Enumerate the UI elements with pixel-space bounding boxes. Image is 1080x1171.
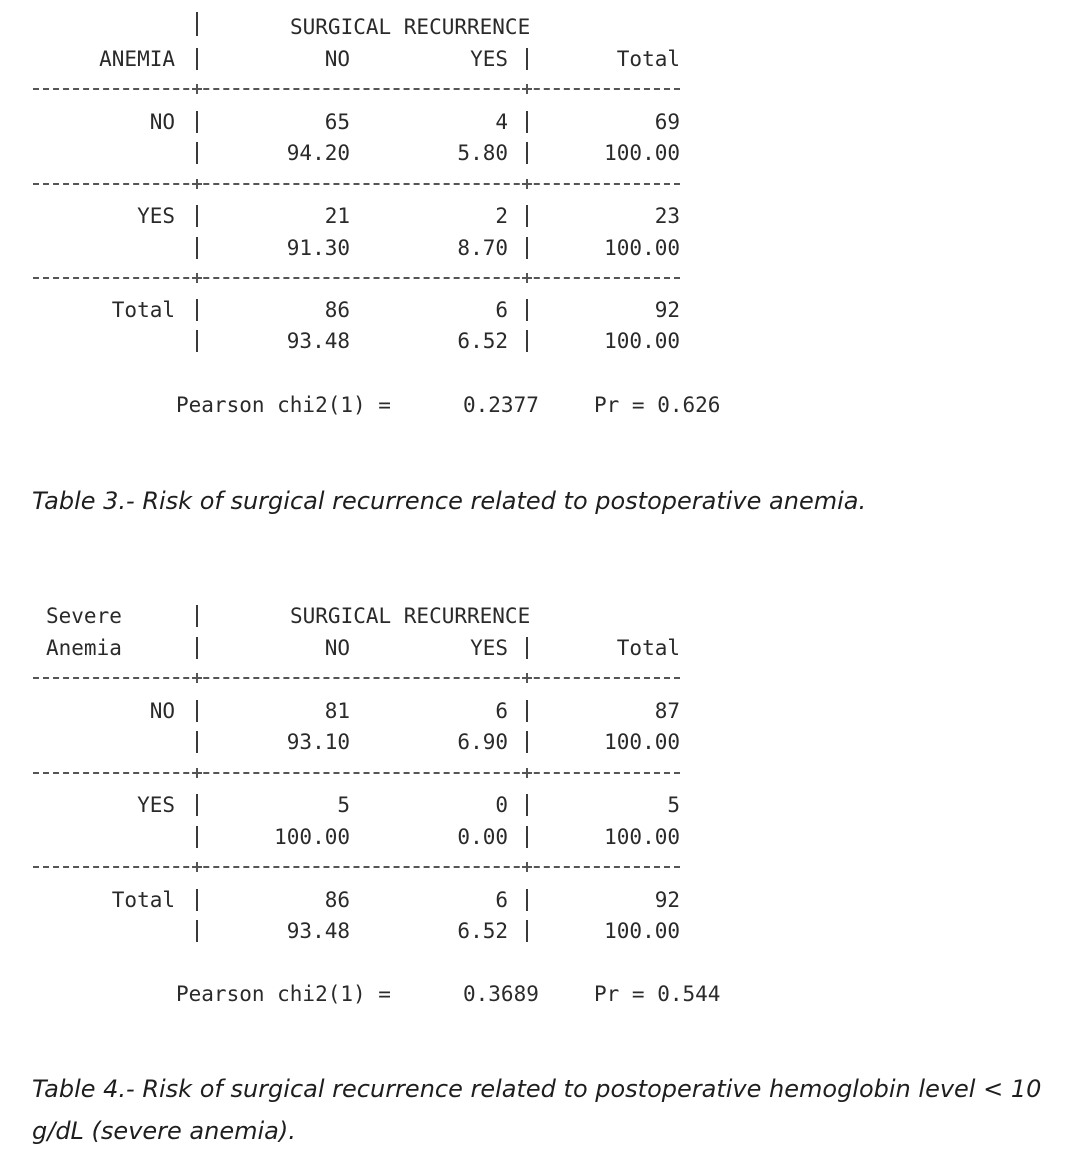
table3-cell: 6 — [495, 298, 508, 322]
table4-row-label-no: NO — [149, 699, 175, 723]
table4-separator — [526, 637, 528, 659]
table4-separator — [526, 889, 528, 911]
table3-rule-joint — [522, 179, 532, 189]
table3-cell: 69 — [654, 110, 680, 134]
table4-separator — [526, 700, 528, 722]
table4-stat-label: Pearson chi2(1) = — [176, 982, 391, 1006]
table4-row-variable-line2: Anemia — [46, 636, 122, 660]
table3-separator — [526, 299, 528, 321]
table4-col-no-header: NO — [324, 636, 350, 660]
table4-cell: 93.10 — [286, 730, 350, 754]
table4-rule-joint — [192, 862, 202, 872]
table4-separator — [196, 637, 198, 659]
table4-separator — [196, 731, 198, 753]
table3-cell: 86 — [324, 298, 350, 322]
table3-row-label-no: NO — [149, 110, 175, 134]
table4-rule — [33, 772, 680, 774]
table3-rule — [33, 88, 680, 90]
table3-stat-label: Pearson chi2(1) = — [176, 393, 391, 417]
table3-rule-joint — [192, 179, 202, 189]
table4-column-group-header: SURGICAL RECURRENCE — [290, 604, 531, 628]
table3-cell: 23 — [654, 204, 680, 228]
table3-cell: 92 — [654, 298, 680, 322]
table4-cell: 6 — [495, 888, 508, 912]
table4-cell: 100.00 — [604, 919, 680, 943]
table3-cell: 2 — [495, 204, 508, 228]
table4-cell: 0 — [495, 793, 508, 817]
table3-cell: 100.00 — [604, 236, 680, 260]
table3-col-yes-header: YES — [470, 47, 508, 71]
table3-separator — [196, 205, 198, 227]
table3-separator — [196, 12, 198, 36]
table4-separator — [196, 794, 198, 816]
table4-row-label-yes: YES — [137, 793, 175, 817]
table4-caption-line1: Table 4.- Risk of surgical recurrence related to postoperative hemoglobin level < 10 — [32, 1075, 1042, 1103]
table4-separator — [526, 826, 528, 848]
table4-cell: 87 — [654, 699, 680, 723]
table3-cell: 93.48 — [286, 329, 350, 353]
table4-cell: 0.00 — [457, 825, 508, 849]
table3-col-no-header: NO — [324, 47, 350, 71]
table4-separator — [196, 700, 198, 722]
table4-separator — [526, 794, 528, 816]
table4-col-yes-header: YES — [470, 636, 508, 660]
table4-separator — [196, 889, 198, 911]
table4-rule-joint — [522, 673, 532, 683]
table4-separator — [526, 920, 528, 942]
table3-cell: 4 — [495, 110, 508, 134]
table3-cell: 94.20 — [286, 141, 350, 165]
table4-row-label-total: Total — [111, 888, 175, 912]
table3-p-value: Pr = 0.626 — [594, 393, 721, 417]
table3-separator — [196, 142, 198, 164]
table3-cell: 21 — [324, 204, 350, 228]
table4-rule-joint — [192, 673, 202, 683]
table4-cell: 100.00 — [604, 730, 680, 754]
table3-separator — [196, 111, 198, 133]
table4-rule-joint — [522, 862, 532, 872]
table3-row-variable: ANEMIA — [99, 47, 175, 71]
table3-separator — [526, 48, 528, 70]
table4-cell: 81 — [324, 699, 350, 723]
table3-separator — [196, 237, 198, 259]
table4-stat-value: 0.3689 — [463, 982, 539, 1006]
table4-cell: 5 — [337, 793, 350, 817]
table3-separator — [526, 237, 528, 259]
table3-cell: 100.00 — [604, 141, 680, 165]
table3-cell: 6.52 — [457, 329, 508, 353]
table3-column-group-header: SURGICAL RECURRENCE — [290, 15, 531, 39]
table4-separator — [196, 920, 198, 942]
table4-cell: 6.52 — [457, 919, 508, 943]
table4-cell: 93.48 — [286, 919, 350, 943]
table4-cell: 100.00 — [604, 825, 680, 849]
table3-separator — [526, 142, 528, 164]
table3-cell: 91.30 — [286, 236, 350, 260]
table3-rule-joint — [192, 84, 202, 94]
table4-col-total-header: Total — [616, 636, 680, 660]
table4-caption-line2: g/dL (severe anemia). — [32, 1117, 296, 1145]
table4-rule-joint — [192, 768, 202, 778]
table3-cell: 8.70 — [457, 236, 508, 260]
table4-cell: 100.00 — [274, 825, 350, 849]
table3-separator — [196, 299, 198, 321]
table3-separator — [526, 205, 528, 227]
table4-cell: 6.90 — [457, 730, 508, 754]
table3-cell: 100.00 — [604, 329, 680, 353]
table3-rule-joint — [522, 273, 532, 283]
table4-rule — [33, 866, 680, 868]
table3-rule-joint — [192, 273, 202, 283]
table3-separator — [196, 48, 198, 70]
table3-cell: 5.80 — [457, 141, 508, 165]
table4-cell: 86 — [324, 888, 350, 912]
table3-stat-value: 0.2377 — [463, 393, 539, 417]
table3-rule-joint — [522, 84, 532, 94]
table4-cell: 6 — [495, 699, 508, 723]
table4-cell: 5 — [667, 793, 680, 817]
table3-row-label-yes: YES — [137, 204, 175, 228]
table3-caption: Table 3.- Risk of surgical recurrence related to postoperative anemia. — [32, 487, 867, 515]
table3-separator — [526, 330, 528, 352]
table3-separator — [196, 330, 198, 352]
table3-rule — [33, 183, 680, 185]
table4-separator — [196, 605, 198, 627]
table3-cell: 65 — [324, 110, 350, 134]
table3-separator — [526, 111, 528, 133]
table3-col-total-header: Total — [616, 47, 680, 71]
table4-p-value: Pr = 0.544 — [594, 982, 721, 1006]
table4-rule-joint — [522, 768, 532, 778]
table3-row-label-total: Total — [111, 298, 175, 322]
table4-separator — [526, 731, 528, 753]
table4-separator — [196, 826, 198, 848]
table4-row-variable-line1: Severe — [46, 604, 122, 628]
table4-rule — [33, 677, 680, 679]
table3-rule — [33, 277, 680, 279]
table4-cell: 92 — [654, 888, 680, 912]
